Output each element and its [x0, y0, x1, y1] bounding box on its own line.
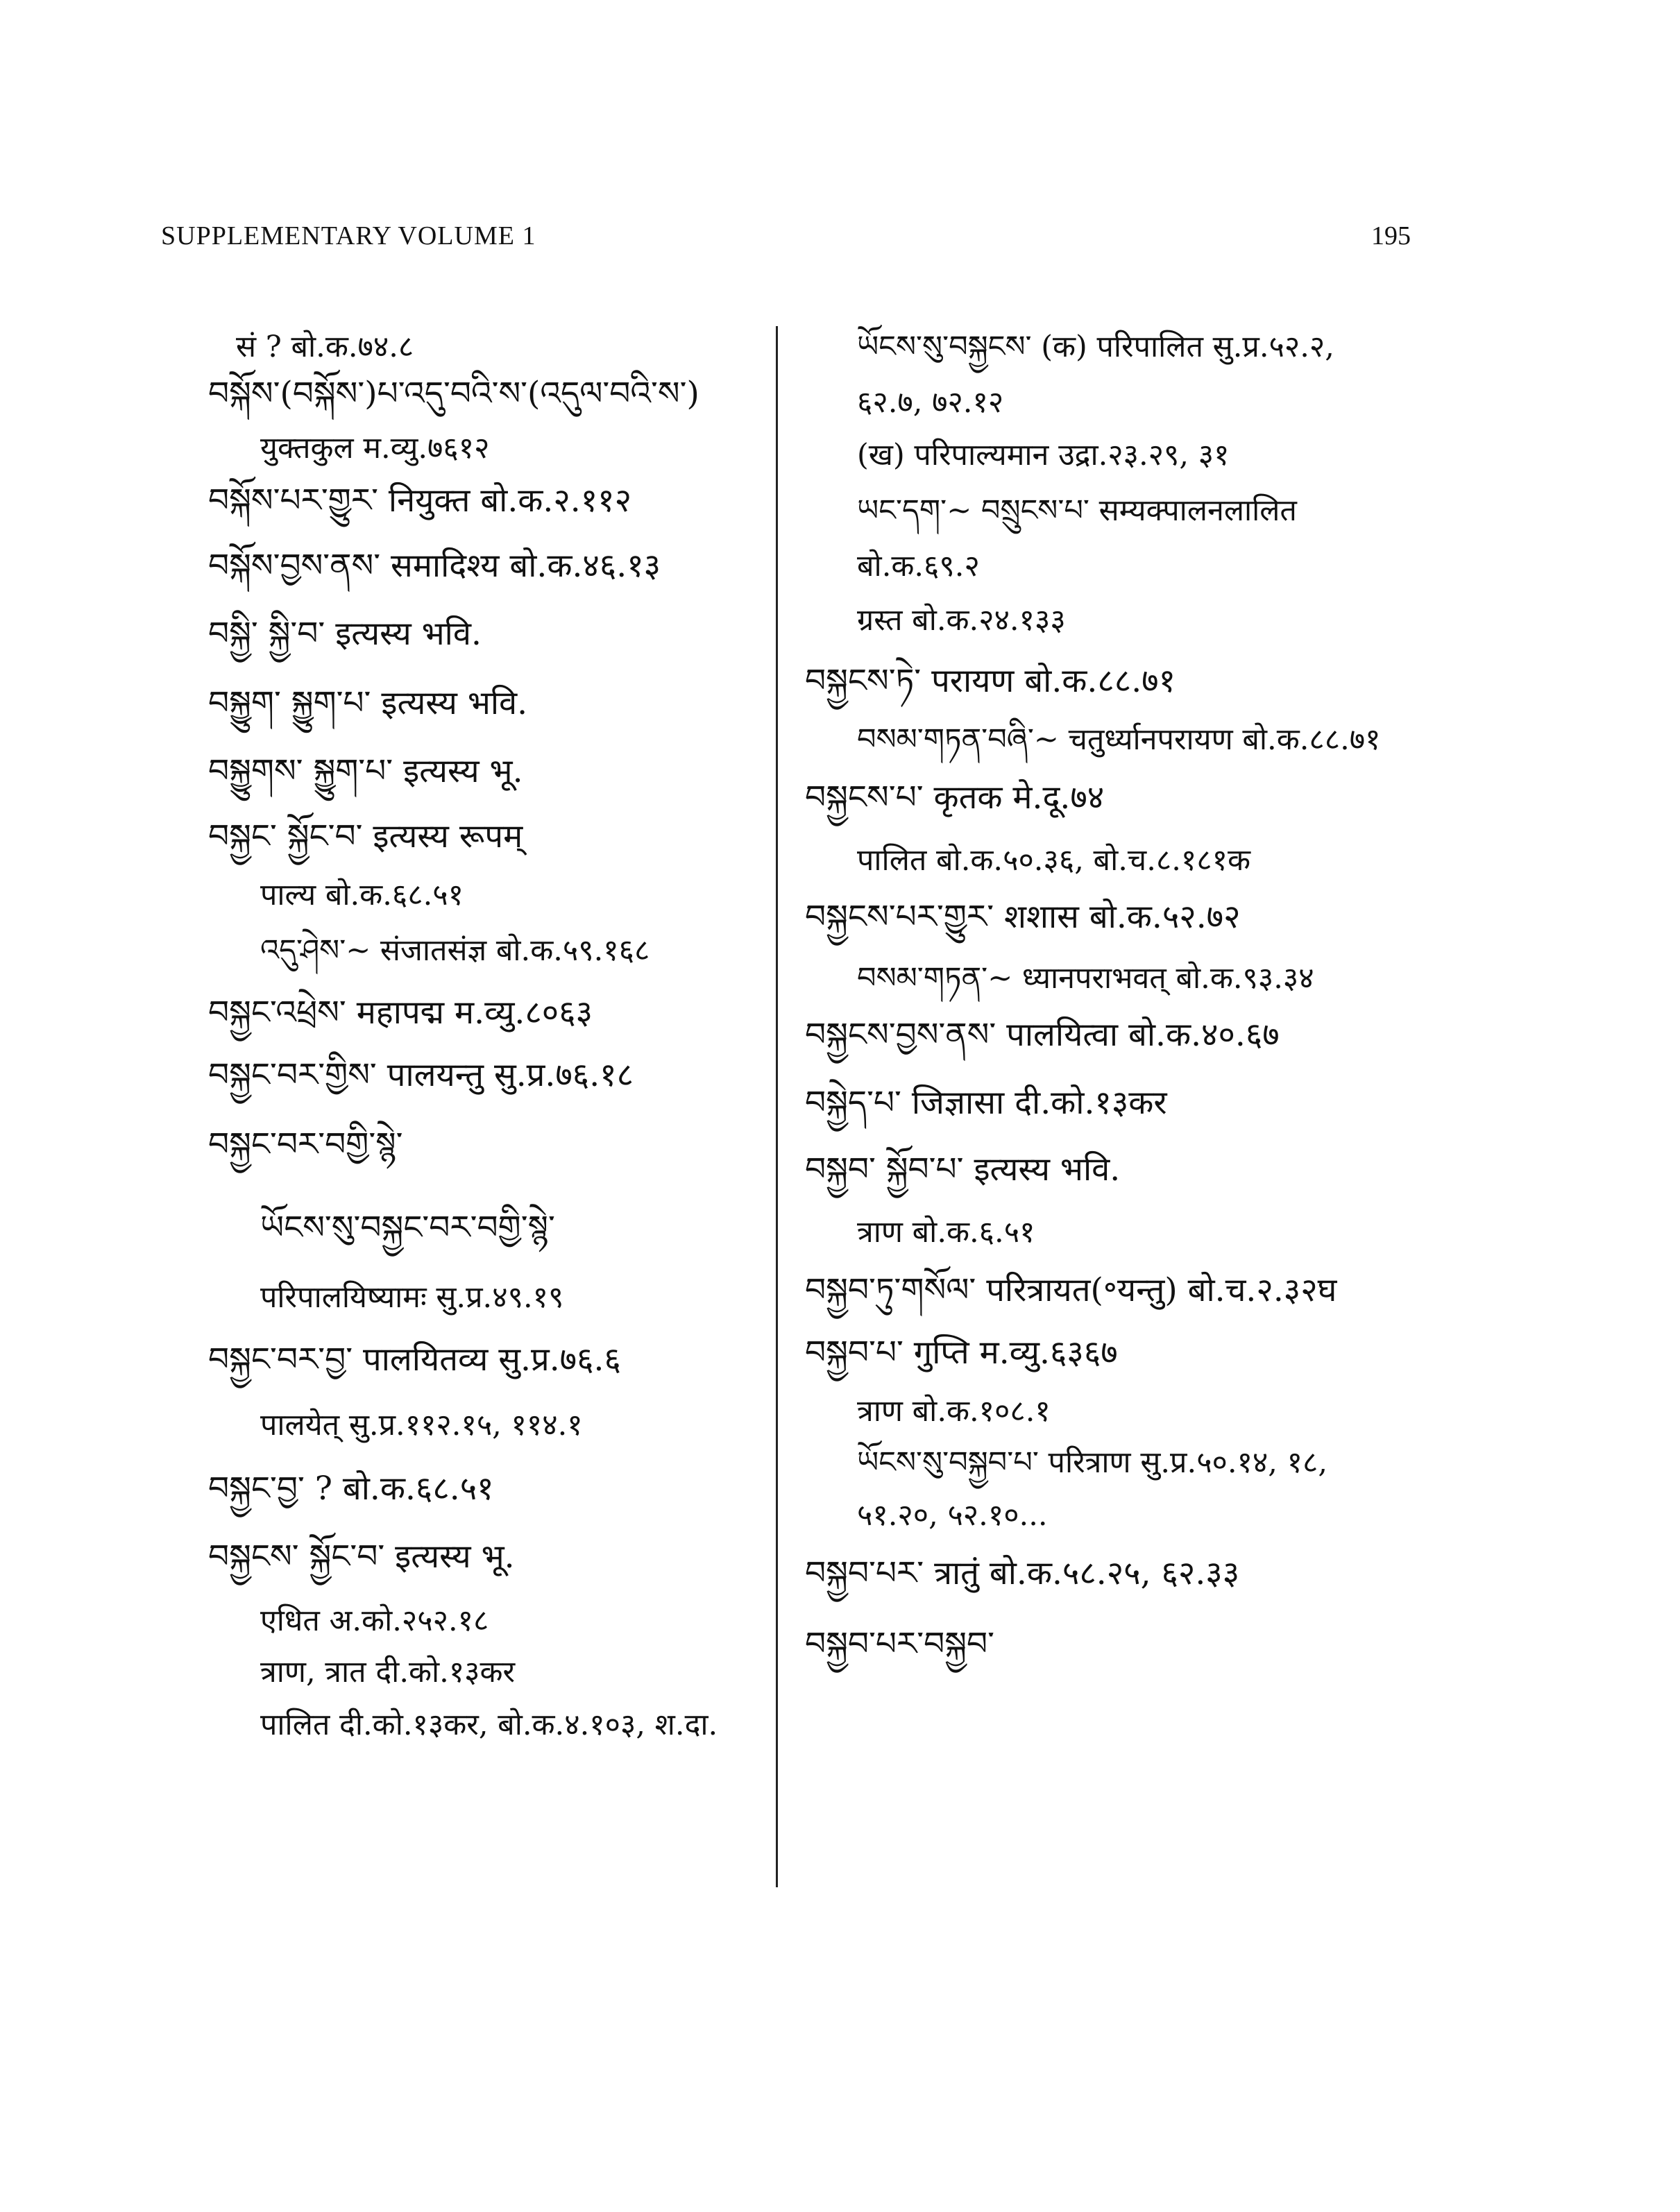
entry-headword: བསྐྱང་བར་བྱ་ पालयितव्य सु.प्र.७६.६ — [208, 1341, 621, 1379]
entry-headword: བསྐྱངས་པར་གྱུར་ शशास बो.क.५२.७२ — [805, 898, 1241, 936]
entry-line: सं ? बो.क.७४.८ — [236, 330, 414, 364]
entry-headword: བསྐྱངས་ སྐྱོང་བ་ इत्यस्य भू. — [208, 1538, 515, 1576]
entry-line: त्राण बो.क.१०८.१ — [857, 1394, 1051, 1429]
entry-headword: བསྐྱུག་ སྐྱུག་པ་ इत्यस्य भवि. — [208, 684, 528, 722]
entry-headword: བསྐོས་པར་གྱུར་ नियुक्त बो.क.२.११२ — [208, 482, 632, 520]
entry-headword: བསྐྱེད་པ་ जिज्ञासा दी.को.१३कर — [805, 1084, 1167, 1122]
entry-line: ཡང་དག་~ བསྲུངས་པ་ सम्यक्पालनलालित — [857, 493, 1297, 528]
entry-line: ६२.७, ७२.१२ — [857, 385, 1004, 420]
entry-line: ཡོངས་སུ་བསྐྱང་བར་བགྱི་སྙེ་ — [260, 1209, 555, 1247]
entry-headword: བསྐྱང་ སྐྱོང་བ་ इत्यस्य रूपम् — [208, 817, 523, 856]
entry-headword: བསྐྱང་བར་གྱིས་ पालयन्तु सु.प्र.७६.१८ — [208, 1056, 634, 1094]
entry-line: ཡོངས་སུ་བསྐྱངས་ (क) परिपालित सु.प्र.५२.२, — [857, 330, 1334, 364]
entry-headword: བསྐྱངས་ཏེ་ परायण बो.क.८८.७१ — [805, 662, 1176, 700]
entry-line: पाल्य बो.क.६८.५१ — [260, 878, 464, 912]
page-number: 195 — [1371, 221, 1411, 250]
entry-line: एधित अ.को.२५२.१८ — [260, 1603, 489, 1638]
entry-headword: བསྐྱབ་པ་ गुप्ति म.व्यु.६३६७ — [805, 1334, 1118, 1372]
column-divider — [776, 326, 778, 1887]
entry-line: त्राण, त्रात दी.को.१३कर — [260, 1655, 516, 1690]
entry-headword: བསྐྱང་འཕྲེས་ महापद्म म.व्यु.८०६३ — [208, 994, 593, 1032]
page-header — [161, 221, 1411, 262]
entry-line: परिपालयिष्यामः सु.प्र.४९.१९ — [260, 1280, 564, 1315]
entry-headword: བསྐྱངས་བྱས་ནས་ पालयित्वा बो.क.४०.६७ — [805, 1016, 1280, 1054]
running-title: SUPPLEMENTARY VOLUME 1 — [161, 221, 536, 250]
entry-line: पालयेत् सु.प्र.११२.१५, ११४.१ — [260, 1408, 583, 1443]
entry-headword: བསྐྱང་བྱ་ ? बो.क.६८.५१ — [208, 1470, 494, 1508]
entry-line: पालित बो.क.५०.३६, बो.च.८.१८१क — [857, 843, 1250, 878]
entry-line: त्राण बो.क.६.५१ — [857, 1215, 1035, 1250]
entry-line: युक्तकुल म.व्यु.७६१२ — [260, 431, 490, 466]
entry-line: (ख) परिपाल्यमान उद्रा.२३.२९, ३१ — [857, 438, 1230, 473]
entry-line: बो.क.६९.२ — [857, 549, 980, 584]
entry-headword: བསྐོས་བྱས་ནས་ समादिश्य बो.क.४६.१३ — [208, 547, 661, 585]
entry-headword: བསྐྱབ་པར་ त्रातुं बो.क.५८.२५, ६२.३३ — [805, 1554, 1240, 1592]
entry-headword: བསྐྱི་ སྐྱི་བ་ इत्यस्य भवि. — [208, 615, 482, 653]
entry-headword: བསྐྱུགས་ སྐྱུག་པ་ इत्यस्य भू. — [208, 752, 523, 790]
entry-headword: བསྐྱབ་ཏུ་གསོལ་ परित्रायत(॰यन्तु) बो.च.२.३२घ — [805, 1271, 1337, 1309]
entry-line: ५१.२०, ५२.१०... — [857, 1498, 1048, 1533]
entry-line: ग्रस्त बो.क.२४.१३३ — [857, 603, 1066, 638]
entry-line: ཡོངས་སུ་བསྐྱབ་པ་ परित्राण सु.प्र.५०.१४, १८, — [857, 1445, 1328, 1480]
entry-line: བསམ་གཏན་~ ध्यानपराभवत् बो.क.९३.३४ — [857, 961, 1314, 996]
entry-line: पालित दी.को.१३कर, बो.क.४.१०३, श.दा. — [260, 1708, 718, 1742]
entry-headword: བསྐྱབ་ སྐྱོབ་པ་ इत्यस्य भवि. — [805, 1150, 1121, 1189]
entry-headword: བསྐྱང་བར་བགྱི་སྙེ་ — [208, 1125, 403, 1164]
entry-line: འདུ་ཤེས་~ संजातसंज्ञ बो.क.५९.१६८ — [260, 933, 650, 968]
entry-headword: བསྐྱངས་པ་ कृतक मे.दू.७४ — [805, 779, 1105, 817]
entry-headword: བསྐྱབ་པར་བསྐྱབ་ — [805, 1625, 994, 1663]
entry-line: བསམ་གཏན་བཞི་~ चतुर्ध्यानपरायण बो.क.८८.७१ — [857, 722, 1381, 757]
entry-headword: བསྐོས་(བསྐོས་)པ་འདུ་བའི་ས་(འདུལ་བའི་ས་) — [208, 375, 699, 413]
